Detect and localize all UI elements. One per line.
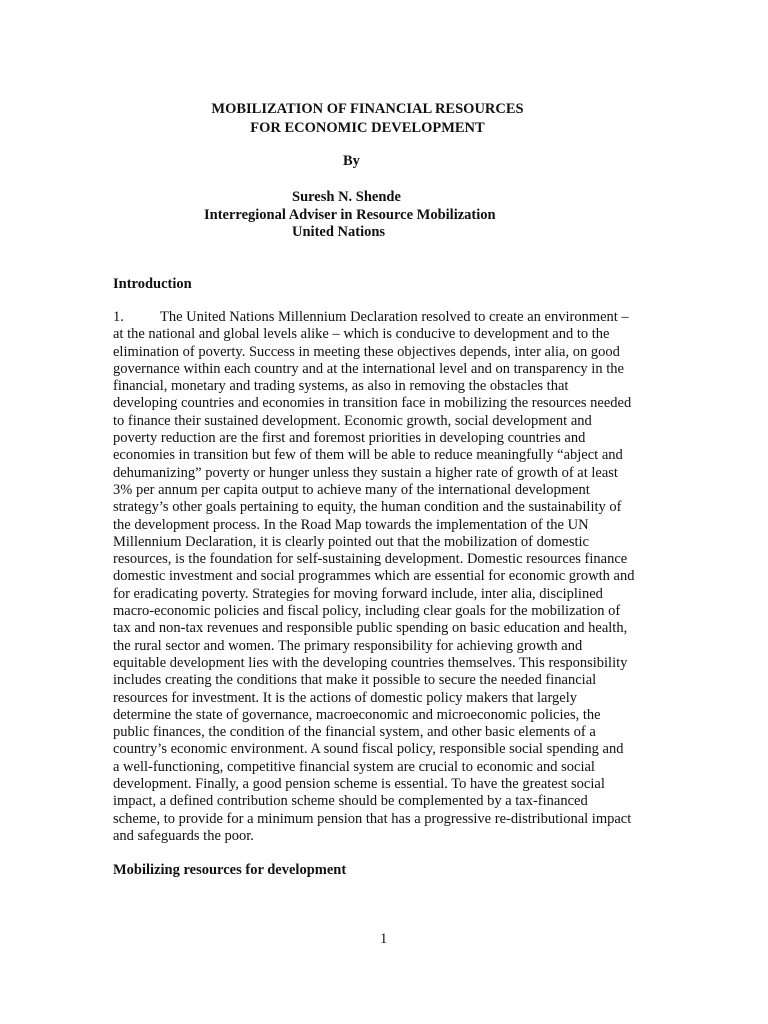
paragraph-line: strategy’s other goals pertaining to equity, the human condition and the sustainability of — [113, 499, 622, 516]
paragraph-line: financial, monetary and trading systems, as also in removing the obstacles that — [113, 378, 569, 395]
paragraph-number: 1. — [113, 309, 124, 325]
by-label: By — [343, 153, 360, 169]
title-line-1: MOBILIZATION OF FINANCIAL RESOURCES — [211, 101, 524, 117]
paragraph-line: includes creating the conditions that make it possible to secure the needed financial — [113, 672, 597, 689]
paragraph-line: public finances, the condition of the financial system, and other basic elements of a — [113, 724, 596, 741]
paragraph-line: the development process. In the Road Map towards the implementation of the UN — [113, 516, 589, 533]
paragraph-line: and safeguards the poor. — [113, 827, 254, 844]
paragraph-line: Millennium Declaration, it is clearly pointed out that the mobilization of domestic — [113, 533, 589, 550]
paragraph-line: for eradicating poverty. Strategies for moving forward include, inter alia, disciplined — [113, 585, 603, 602]
section-heading-mobilizing-resources: Mobilizing resources for development — [113, 862, 347, 878]
paragraph-line: macro-economic policies and fiscal policy, including clear goals for the mobilization of — [113, 603, 621, 620]
paragraph-line: developing countries and economies in transition face in mobilizing the resources needed — [113, 395, 632, 412]
paragraph-line: tax and non-tax revenues and responsible public spending on basic education and health, — [113, 620, 628, 637]
author-block — [204, 189, 496, 242]
paragraph-line: equitable development lies with the developing countries themselves. This responsibility — [113, 654, 628, 671]
paragraph-line: economies in transition but few of them will be able to reduce meaningfully “abject and — [113, 447, 623, 464]
paragraph-line: elimination of poverty. Success in meeting these objectives depends, inter alia, on good — [113, 343, 620, 360]
paragraph-line: scheme, to provide for a minimum pension that has a progressive re-distributional impact — [113, 810, 632, 827]
page-number: 1 — [380, 931, 388, 947]
author-organization: United Nations — [292, 224, 386, 240]
paragraph-line: to finance their sustained development. Economic growth, social development and — [113, 412, 592, 429]
paragraph-line — [113, 309, 658, 326]
paragraph-line: a well-functioning, competitive financial system are crucial to economic and social — [113, 758, 595, 775]
paragraph-line: resources for investment. It is the actions of domestic policy makers that largely — [113, 689, 578, 706]
paragraph-line: governance within each country and at the international level and on transparency in the — [113, 360, 624, 377]
title-line-2: FOR ECONOMIC DEVELOPMENT — [250, 120, 485, 136]
paragraph-1 — [113, 309, 658, 845]
paragraph-line: the rural sector and women. The primary responsibility for achieving growth and — [113, 637, 583, 654]
document-title — [0, 100, 768, 138]
section-heading-introduction: Introduction — [113, 276, 192, 292]
paragraph-line: domestic investment and social programmes which are essential for economic growth and — [113, 568, 635, 585]
paragraph-line-text: The United Nations Millennium Declaration resolved to create an environment – — [160, 309, 629, 325]
author-position: Interregional Adviser in Resource Mobilization — [204, 206, 496, 223]
paragraph-line: poverty reduction are the first and foremost priorities in developing countries and — [113, 430, 586, 447]
paragraph-line: resources, is the foundation for self-sustaining development. Domestic resources finance — [113, 551, 628, 568]
paragraph-line: country’s economic environment. A sound fiscal policy, responsible social spending and — [113, 741, 624, 758]
paragraph-line: 3% per annum per capita output to achieve many of the international development — [113, 481, 590, 498]
paragraph-line: at the national and global levels alike – which is conducive to development and to the — [113, 326, 610, 343]
paragraph-line: dehumanizing” poverty or hunger unless they sustain a higher rate of growth of at least — [113, 464, 618, 481]
paragraph-line: impact, a defined contribution scheme should be complemented by a tax-financed — [113, 793, 588, 810]
author-name: Suresh N. Shende — [292, 189, 401, 205]
paragraph-line: determine the state of governance, macroeconomic and microeconomic policies, the — [113, 706, 601, 723]
paragraph-line: development. Finally, a good pension scheme is essential. To have the greatest social — [113, 776, 605, 793]
